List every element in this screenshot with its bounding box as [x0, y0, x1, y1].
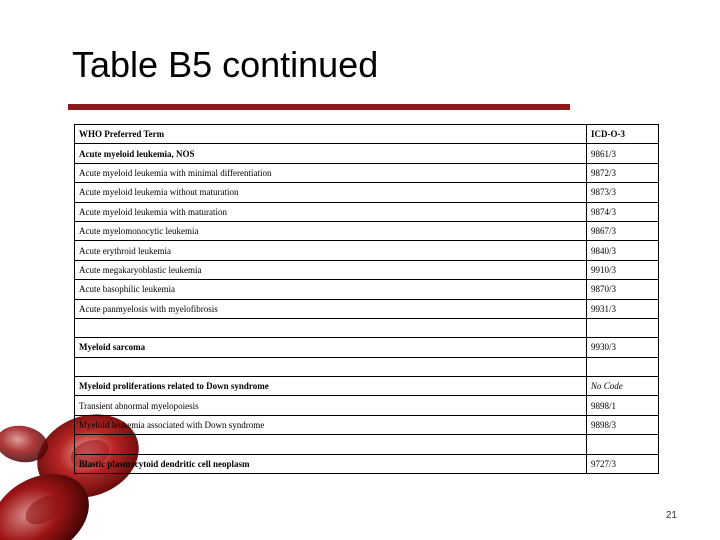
term-cell: Acute myeloid leukemia, NOS: [75, 144, 587, 163]
table-row: [75, 221, 659, 240]
code-cell: 9874/3: [587, 202, 659, 221]
code-cell: 9870/3: [587, 280, 659, 299]
term-cell: Myeloid proliferations related to Down syndrome: [75, 377, 587, 396]
header-code: ICD-O-3: [587, 125, 659, 144]
table-row: [75, 338, 659, 357]
table-row: [75, 396, 659, 415]
code-cell: [587, 435, 659, 454]
table-header-row: [75, 125, 659, 144]
term-cell: Acute megakaryoblastic leukemia: [75, 260, 587, 279]
table-row: [75, 415, 659, 434]
term-cell: Acute myeloid leukemia with maturation: [75, 202, 587, 221]
term-cell: Acute myeloid leukemia without maturation: [75, 183, 587, 202]
term-cell: Acute myelomonocytic leukemia: [75, 221, 587, 240]
table-row: [75, 454, 659, 473]
code-cell: 9898/3: [587, 415, 659, 434]
code-cell: 9910/3: [587, 260, 659, 279]
icd-table: [74, 124, 659, 474]
term-cell: [75, 435, 587, 454]
table-row: [75, 280, 659, 299]
slide-title: Table B5 continued: [72, 44, 379, 85]
code-cell: 9898/1: [587, 396, 659, 415]
code-cell: No Code: [587, 377, 659, 396]
table-row: [75, 435, 659, 454]
table-row: [75, 318, 659, 337]
code-cell: 9873/3: [587, 183, 659, 202]
header-term: WHO Preferred Term: [75, 125, 587, 144]
table-row: [75, 163, 659, 182]
term-cell: Transient abnormal myelopoiesis: [75, 396, 587, 415]
term-cell: Blastic plasmacytoid dendritic cell neoplasm: [75, 454, 587, 473]
code-cell: 9930/3: [587, 338, 659, 357]
table-row: [75, 202, 659, 221]
term-cell: Acute erythroid leukemia: [75, 241, 587, 260]
term-cell: Acute myeloid leukemia with minimal differentiation: [75, 163, 587, 182]
table-row: [75, 241, 659, 260]
code-cell: 9872/3: [587, 163, 659, 182]
term-cell: Myeloid leukemia associated with Down syndrome: [75, 415, 587, 434]
code-cell: [587, 318, 659, 337]
code-cell: 9867/3: [587, 221, 659, 240]
page-number: 21: [665, 510, 677, 521]
code-cell: 9727/3: [587, 454, 659, 473]
term-cell: Acute basophilic leukemia: [75, 280, 587, 299]
term-cell: [75, 318, 587, 337]
code-cell: 9840/3: [587, 241, 659, 260]
term-cell: Acute panmyelosis with myelofibrosis: [75, 299, 587, 318]
code-cell: 9931/3: [587, 299, 659, 318]
table-row: [75, 183, 659, 202]
title-underline: [68, 104, 570, 110]
code-cell: [587, 357, 659, 376]
code-cell: 9861/3: [587, 144, 659, 163]
table-row: [75, 357, 659, 376]
table-row: [75, 260, 659, 279]
term-cell: Myeloid sarcoma: [75, 338, 587, 357]
term-cell: [75, 357, 587, 376]
table-row: [75, 377, 659, 396]
table-row: [75, 144, 659, 163]
table-row: [75, 299, 659, 318]
